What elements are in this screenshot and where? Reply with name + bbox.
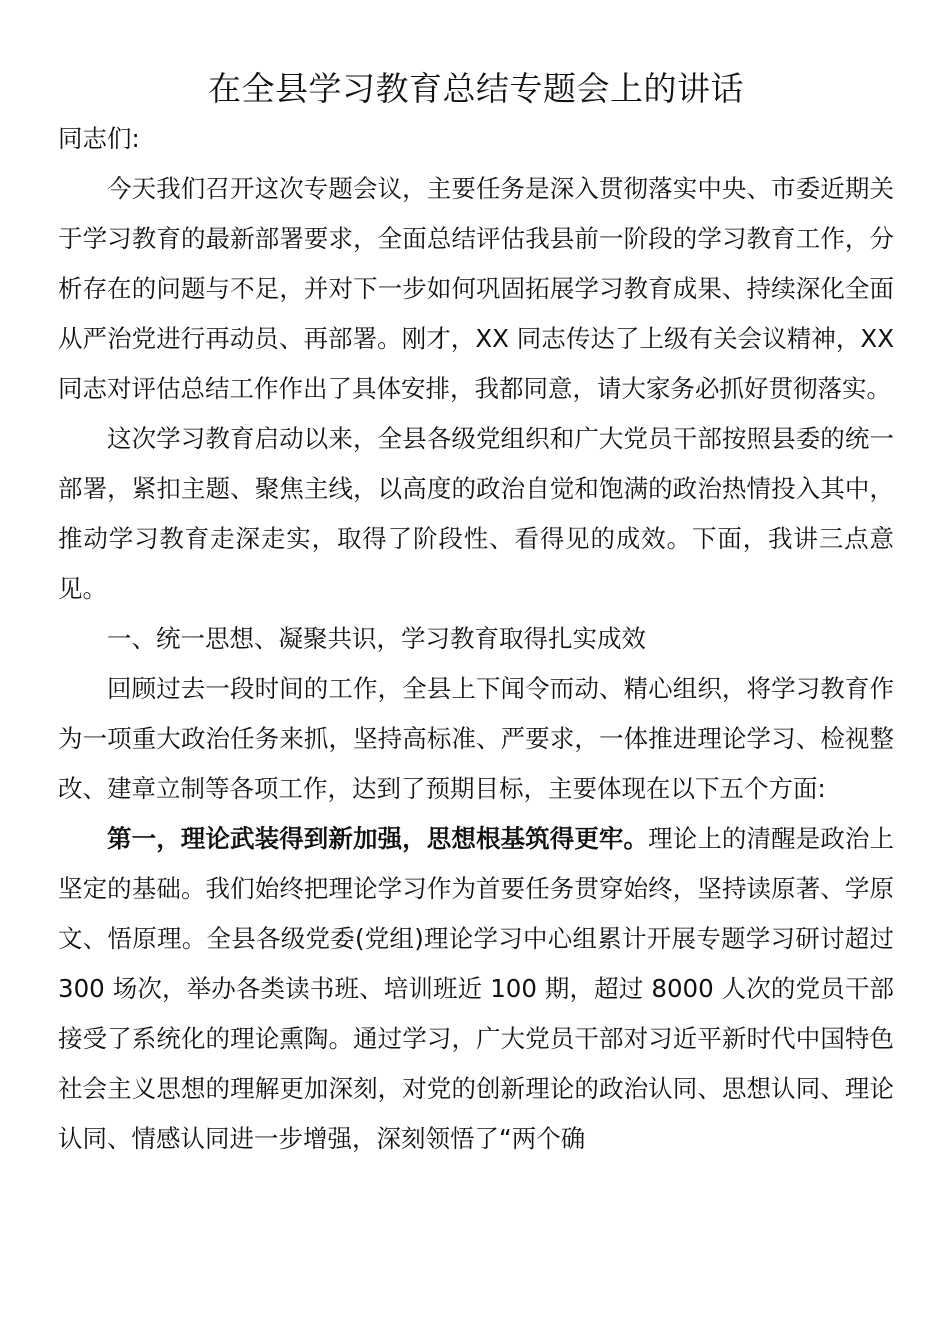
paragraph-point-one <box>58 814 894 1164</box>
point-one-body: 理论上的清醒是政治上坚定的基础。我们始终把理论学习作为首要任务贯穿始终，坚持读原著、学原文、悟原理。全县各级党委(党组)理论学习中心组累计开展专题学习研讨超过 300 场次，举办各类读书班、培训班近 100 期，超过 8000 人次的党员干部接受了系统化的理论熏陶。通过学习，广大党员干部对习近平新时代中国特色社会主义思想的理解更加深刻，对党的创新理论的政治认同、思想认同、理论认同、情感认同进一步增强，深刻领悟了“两个确 <box>58 824 895 1153</box>
salutation: 同志们: <box>58 124 140 153</box>
document-page <box>58 64 894 1164</box>
paragraph-section-intro: 回顾过去一段时间的工作，全县上下闻令而动、精心组织，将学习教育作为一项重大政治任务来抓，坚持高标准、严要求，一体推进理论学习、检视整改、建章立制等各项工作，达到了预期目标，主要体现在以下五个方面: <box>58 674 894 803</box>
section-heading-1: 一、统一思想、凝聚共识，学习教育取得扎实成效 <box>107 624 646 653</box>
point-one-lead: 第一，理论武装得到新加强，思想根基筑得更牢。 <box>107 824 649 853</box>
document-title: 在全县学习教育总结专题会上的讲话 <box>208 69 744 108</box>
paragraph-opening: 今天我们召开这次专题会议，主要任务是深入贯彻落实中央、市委近期关于学习教育的最新部署要求，全面总结评估我县前一阶段的学习教育工作，分析存在的问题与不足，并对下一步如何巩固拓展学习教育成果、持续深化全面从严治党进行再动员、再部署。刚才，XX 同志传达了上级有关会议精神，XX 同志对评估总结工作作出了具体安排，我都同意，请大家务必抓好贯彻落实。 <box>58 174 894 403</box>
paragraph-overview: 这次学习教育启动以来，全县各级党组织和广大党员干部按照县委的统一部署，紧扣主题、聚焦主线，以高度的政治自觉和饱满的政治热情投入其中，推动学习教育走深走实，取得了阶段性、看得见的成效。下面，我讲三点意见。 <box>58 424 894 603</box>
